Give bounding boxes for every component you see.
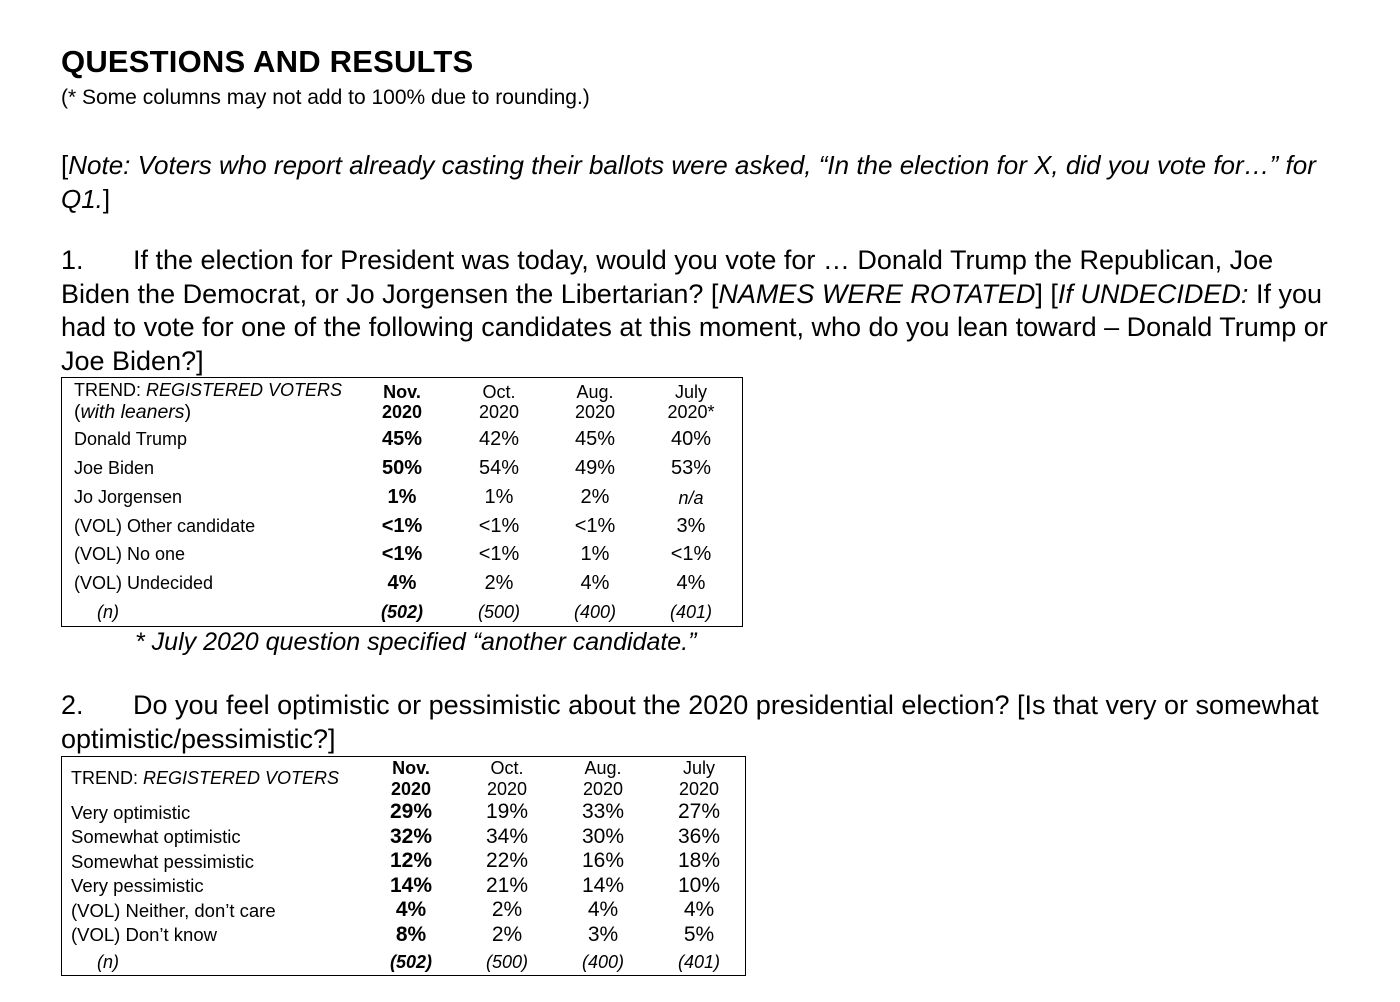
table2-col-month: July (682, 758, 716, 778)
table1-cell: <1% (670, 543, 712, 565)
trend-table-optimism (61, 756, 746, 976)
table1-cell: 3% (676, 515, 706, 537)
question-1-text-a: If the election for President was today, would you vote for … Donald Trump the Republican, Joe Biden the Democrat, or Jo Jorgensen the Libertarian? [ (61, 245, 1274, 309)
table1-col-month: Aug. (576, 382, 614, 402)
table1-header-label: TREND: REGISTERED VOTERS (74, 380, 343, 400)
trend-table-vote-choice (61, 377, 743, 627)
table2-col-month: Oct. (490, 758, 524, 778)
table2-cell: 2% (491, 898, 523, 921)
question-1-undecided-label: If UNDECIDED: (1057, 278, 1249, 309)
table1-row-label: (VOL) No one (74, 544, 186, 564)
table1-cell: <1% (574, 515, 616, 537)
table1-row-label: Donald Trump (74, 429, 188, 449)
table1-n-value: (400) (573, 602, 617, 622)
table1-cell: 53% (670, 457, 712, 479)
table2-n-value: (502) (389, 952, 433, 972)
table2-cell: 8% (395, 922, 427, 946)
page-heading: QUESTIONS AND RESULTS (61, 44, 474, 79)
table1-row-label: (VOL) Undecided (74, 573, 214, 593)
table1-cell: 1% (484, 486, 514, 508)
table2-cell: 10% (677, 873, 721, 897)
table2-row-label: (VOL) Neither, don’t care (71, 900, 276, 921)
question-2-text: Do you feel optimistic or pessimistic about the 2020 presidential election? [Is that very or somewhat optimistic/pessimistic?] (61, 690, 1319, 754)
table1-col-year: 2020 (381, 402, 423, 422)
table1-cell: <1% (381, 515, 423, 537)
question-1-number: 1. (61, 245, 84, 275)
table1-cell: 50% (381, 457, 423, 479)
table1-footnote: * July 2020 question specified “another candidate.” (135, 628, 697, 656)
rounding-note: (* Some columns may not add to 100% due to rounding.) (61, 86, 590, 109)
table1-col-year: 2020 (478, 402, 520, 422)
table1-cell: 4% (676, 572, 706, 594)
table2-cell: 14% (389, 873, 433, 897)
table1-cell: 45% (381, 428, 423, 450)
table2-row-label: Very optimistic (71, 802, 191, 823)
note-text: Note: Voters who report already casting their ballots were asked, “In the election for X, did you vote for…” for Q1. (61, 150, 1316, 214)
question-1-text-c: If you had to vote for one of the following candidates at this moment, who do you lean toward – Donald Trump or Joe Biden?] (61, 278, 1328, 376)
table2-cell: 27% (677, 800, 721, 823)
table2-row-label: Very pessimistic (71, 875, 204, 896)
table2-cell: 5% (683, 922, 715, 946)
table1-n-value: (401) (669, 602, 713, 622)
table1-col-year: 2020 (574, 402, 616, 422)
question-1-text-b: ] [ (1035, 278, 1058, 309)
table2-col-year: 2020 (390, 779, 432, 799)
table2-row-label: Somewhat pessimistic (71, 851, 255, 872)
table1-header-sublabel: (with leaners) (74, 401, 192, 423)
table1-n-value: (500) (477, 602, 521, 622)
table2-cell: 2% (491, 922, 523, 946)
table2-cell: 22% (485, 849, 529, 872)
table1-row-label: Joe Biden (74, 458, 155, 478)
note-open-bracket: [ (61, 150, 69, 180)
table1-cell: <1% (478, 543, 520, 565)
table1-cell: <1% (381, 543, 423, 565)
table1-cell: 1% (387, 486, 417, 508)
table2-n-value: (500) (485, 952, 529, 972)
table1-cell: 40% (670, 428, 712, 450)
table2-cell: 34% (485, 824, 529, 848)
table1-col-month: Nov. (383, 382, 421, 402)
table1-cell: 2% (580, 486, 610, 508)
question-1-rotated-note: NAMES WERE ROTATED (718, 278, 1036, 309)
table2-col-year: 2020 (678, 779, 720, 799)
table1-cell: n/a (678, 488, 704, 508)
table2-cell: 4% (395, 898, 427, 921)
table2-cell: 14% (581, 873, 625, 897)
table1-col-year: 2020* (667, 402, 715, 422)
table2-cell: 36% (677, 824, 721, 848)
table1-cell: 45% (574, 428, 616, 450)
table2-col-month: Aug. (584, 758, 622, 778)
table2-cell: 18% (677, 849, 721, 872)
table2-cell: 19% (485, 800, 529, 823)
table1-cell: 2% (484, 572, 514, 594)
table1-cell: <1% (478, 515, 520, 537)
table1-cell: 42% (478, 428, 520, 450)
table2-cell: 33% (581, 800, 625, 823)
table2-cell: 30% (581, 824, 625, 848)
table1-cell: 49% (574, 457, 616, 479)
table2-cell: 16% (581, 849, 625, 872)
question-2-number: 2. (61, 690, 84, 720)
table1-row-label: Jo Jorgensen (74, 487, 183, 507)
table2-cell: 12% (389, 849, 433, 872)
question-2 (61, 689, 1341, 756)
ballot-note (61, 148, 1321, 216)
table2-cell: 3% (587, 922, 619, 946)
table2-cell: 32% (389, 824, 433, 848)
note-close-bracket: ] (102, 184, 111, 214)
table2-cell: 4% (683, 898, 715, 921)
table2-cell: 21% (485, 873, 529, 897)
table1-row-label: (VOL) Other candidate (74, 516, 256, 536)
table1-col-month: Oct. (482, 382, 516, 402)
table2-n-label: (n) (97, 952, 119, 972)
question-1 (61, 244, 1341, 378)
table2-row-label: (VOL) Don’t know (71, 924, 217, 945)
table1-cell: 4% (580, 572, 610, 594)
table1-cell: 1% (580, 543, 610, 565)
table1-cell: 54% (478, 457, 520, 479)
table2-row-label: Somewhat optimistic (71, 826, 241, 847)
table2-cell: 29% (389, 800, 433, 823)
table2-header-label: TREND: REGISTERED VOTERS (71, 768, 340, 788)
table2-cell: 4% (587, 898, 619, 921)
table2-n-value: (401) (677, 952, 721, 972)
table1-n-value: (502) (380, 602, 424, 622)
table2-col-year: 2020 (486, 779, 528, 799)
table2-col-year: 2020 (582, 779, 624, 799)
table1-cell: 4% (387, 572, 417, 594)
table2-col-month: Nov. (392, 758, 430, 778)
table2-n-value: (400) (581, 952, 625, 972)
table1-col-month: July (674, 382, 708, 402)
table1-n-label: (n) (97, 602, 119, 622)
